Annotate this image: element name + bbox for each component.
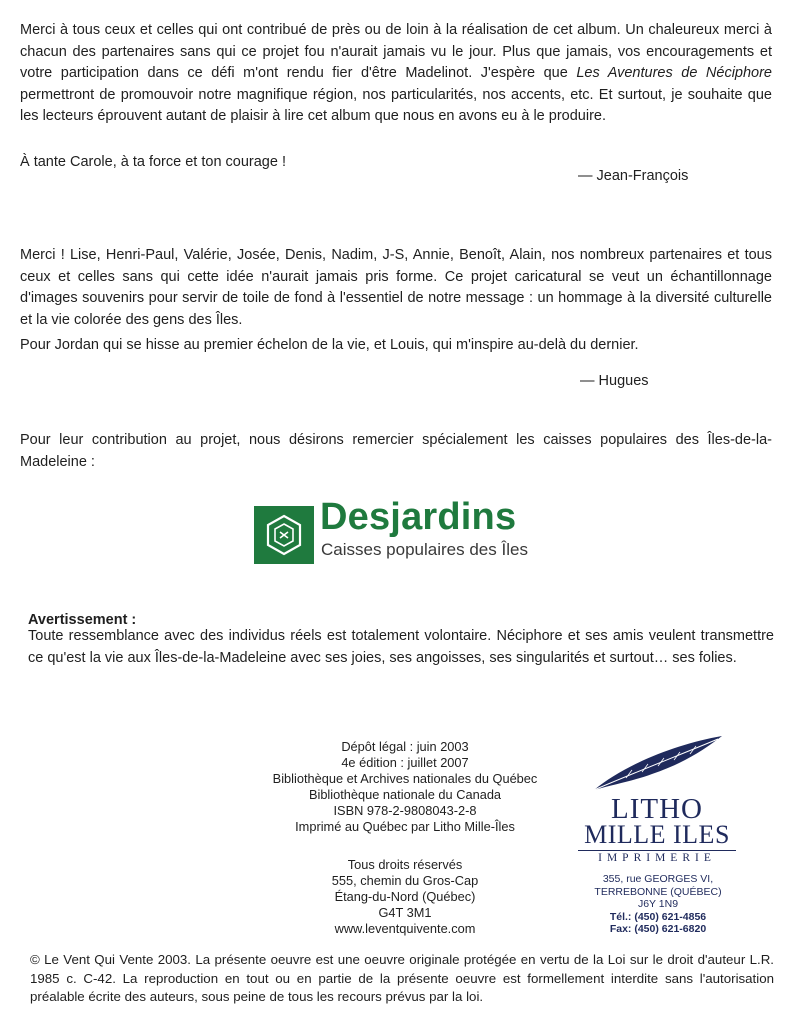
desjardins-logo-subtitle: Caisses populaires des Îles <box>321 540 528 559</box>
dedication-carole: À tante Carole, à ta force et ton courage ! <box>20 154 286 170</box>
publisher-line: 555, chemin du Gros-Cap <box>331 873 479 888</box>
legal-line: Imprimé au Québec par Litho Mille-Îles <box>295 819 515 834</box>
legal-line: Dépôt légal : juin 2003 <box>341 739 469 754</box>
copyright-notice: © Le Vent Qui Vente 2003. La présente oeuvre est une oeuvre originale protégée en vertu de la Loi sur le droit d'auteur L.R. 1985 c. C-42. La reproduction en tout ou en partie de la présente oeuvre est formellement interdite sans l'autorisation préalable écrite des auteurs, sous peine de tous les recours prévus par la loi. <box>30 952 774 1004</box>
warning-title: Avertissement : <box>28 612 137 628</box>
desjardins-logo-icon <box>254 506 314 564</box>
printer-divider <box>578 850 736 851</box>
printer-tel: Tél.: (450) 621-4856 <box>609 910 707 923</box>
sponsor-intro: Pour leur contribution au projet, nous désirons remercier spécialement les caisses populaires des Îles-de-la-Madeleine : <box>20 432 772 470</box>
printer-name-line1: LITHO <box>611 793 703 825</box>
thanks-paragraph-jean-francois <box>20 20 772 128</box>
legal-line: Bibliothèque nationale du Canada <box>308 787 502 802</box>
printer-address-line: J6Y 1N9 <box>637 898 679 910</box>
publisher-block <box>260 857 550 937</box>
publisher-line: Tous droits réservés <box>347 857 463 872</box>
legal-line: ISBN 978-2-9808043-2-8 <box>333 803 477 818</box>
legal-line: 4e édition : juillet 2007 <box>341 755 469 770</box>
desjardins-logo-text: Desjardins <box>320 496 517 538</box>
signature-hugues: — Hugues <box>580 373 649 389</box>
publisher-line: Étang-du-Nord (Québec) <box>334 889 476 904</box>
dedication-jordan-louis: Pour Jordan qui se hisse au premier échelon de la vie, et Louis, qui m'inspire au-delà du dernier. <box>20 337 639 353</box>
printer-address-line: 355, rue GEORGES VI, <box>602 873 714 885</box>
legal-deposit-block <box>240 739 570 835</box>
printer-name-line3: IMPRIMERIE <box>598 852 716 864</box>
book-title: Les Aventures de Néciphore <box>576 65 772 81</box>
feather-quill-icon <box>586 734 726 794</box>
signature-jean-francois: — Jean-François <box>578 168 689 184</box>
thanks-text-start: Merci à tous ceux et celles qui ont contribué de près ou de loin à la réalisation de cet album. Un chaleureux merci à chacun des partenaires sans qui ce projet fou n'aurait jamais vu le jour. Plus que jamais, vos encouragements et votre participation dans ce défi m'ont rendu fier d'être Madelinot. J'espère que <box>20 22 772 81</box>
printer-address <box>588 873 728 936</box>
publisher-line: G4T 3M1 <box>378 905 432 920</box>
thanks-text-end: permettront de promouvoir notre magnifique région, nos particularités, nos accents, etc. Et surtout, je souhaite que les lecteurs éprouvent autant de plaisir à lire cet album que nous en avons eu à le produire. <box>20 86 772 124</box>
printer-fax: Fax: (450) 621-6820 <box>609 923 707 935</box>
publisher-website: www.leventquivente.com <box>334 921 476 936</box>
printer-name-line2: MILLE ILES <box>584 820 730 849</box>
printer-address-line: TERREBONNE (QUÉBEC) <box>594 885 722 898</box>
legal-line: Bibliothèque et Archives nationales du Québec <box>272 771 538 786</box>
thanks-paragraph-hugues: Merci ! Lise, Henri-Paul, Valérie, Josée, Denis, Nadim, J-S, Annie, Benoît, Alain, nos nombreux partenaires et tous ceux et celles sans qui cette idée n'aurait jamais pris forme. Ce projet caricatural se veut un échantillonnage d'images souvenirs pour servir de toile de fond à l'essentiel de notre message : un hommage à la diversité culturelle et la vie colorée des gens des Îles. <box>20 247 772 328</box>
warning-text: Toute ressemblance avec des individus réels est totalement volontaire. Néciphore et ses amis veulent transmettre ce qu'est la vie aux Îles-de-la-Madeleine avec ses joies, ses angoisses, ses singularités et surtout… ses folies. <box>28 628 774 666</box>
